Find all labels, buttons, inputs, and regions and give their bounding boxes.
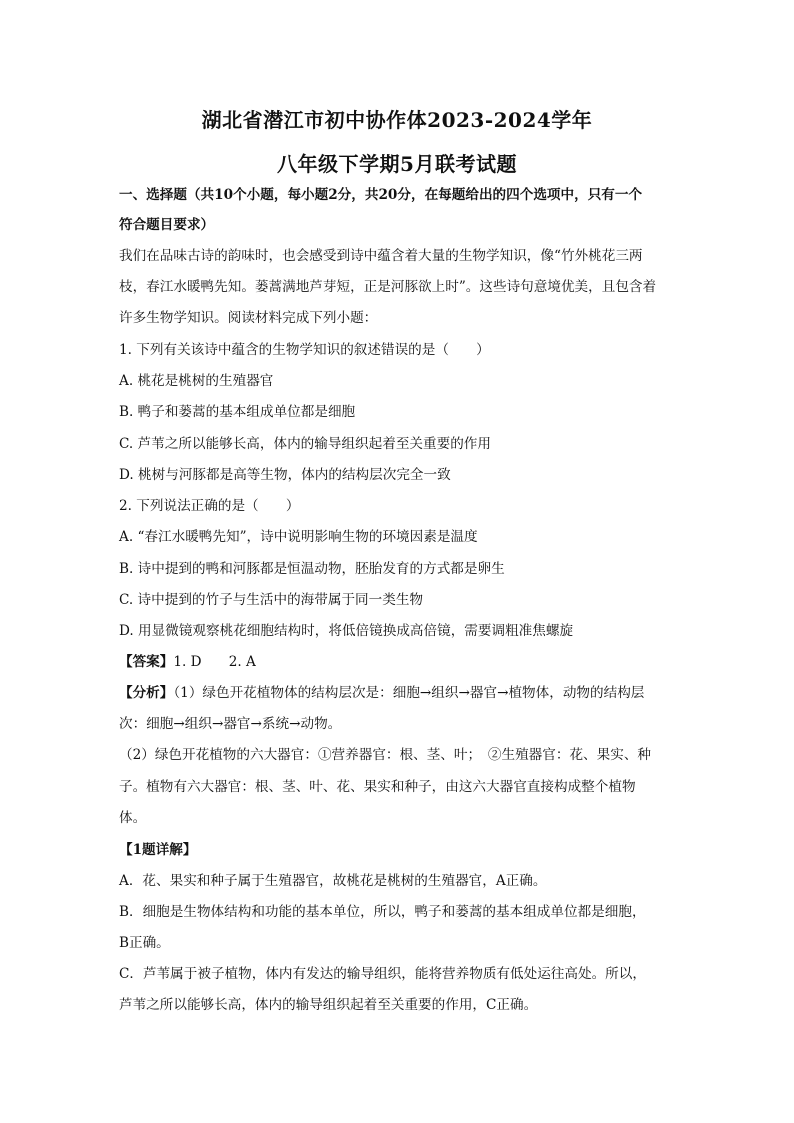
detail-a-line1: A．花、果实和种子属于生殖器官，故桃花是桃树的生殖器官，A正确。	[119, 873, 547, 889]
analysis-line3: （2）绿色开花植物的六大器官：①营养器官：根、茎、叶； ②生殖器官：花、果实、种	[119, 747, 652, 763]
passage-line3: 许多生物学知识。阅读材料完成下列小题：	[119, 310, 378, 326]
question-2-option-c: C. 诗中提到的竹子与生活中的海带属于同一类生物	[119, 592, 424, 608]
answer-text: 1. D 2. A	[173, 654, 256, 670]
detail-heading: 【1题详解】	[119, 842, 197, 858]
answer-line	[119, 652, 679, 672]
question-1-stem: 1. 下列有关该诗中蕴含的生物学知识的叙述错误的是（ ）	[119, 342, 490, 358]
analysis-line4: 子。植物有六大器官：根、茎、叶、花、果实和种子，由这六大器官直接构成整个植物	[119, 779, 636, 795]
analysis-line5: 体。	[119, 810, 147, 826]
detail-c-line2: 芦苇之所以能够长高，体内的输导组织起着至关重要的作用，C正确。	[119, 997, 538, 1013]
section-heading-line1: 一、选择题（共10个小题，每小题2分，共20分，在每题给出的四个选项中，只有一个	[119, 187, 643, 203]
detail-b-line1: B．细胞是生物体结构和功能的基本单位，所以，鸭子和蒌蒿的基本组成单位都是细胞，	[119, 904, 646, 920]
question-1-option-c: C. 芦苇之所以能够长高，体内的输导组织起着至关重要的作用	[119, 436, 491, 452]
analysis-line1	[119, 683, 679, 703]
passage-line2: 枝，春江水暖鸭先知。蒌蒿满地芦芽短，正是河豚欲上时”。这些诗句意境优美，且包含着	[119, 279, 657, 295]
answer-tag: 【答案】	[119, 654, 174, 670]
section-heading-line2: 符合题目要求）	[119, 217, 215, 233]
question-2-option-d: D. 用显微镜观察桃花细胞结构时，将低倍镜换成高倍镜，需要调粗准焦螺旋	[119, 623, 574, 639]
question-1-option-d: D. 桃树与河豚都是高等生物，体内的结构层次完全一致	[119, 467, 451, 483]
passage-line1: 我们在品味古诗的韵味时，也会感受到诗中蕴含着大量的生物学知识，像“竹外桃花三两	[119, 248, 643, 264]
page-title-line1: 湖北省潜江市初中协作体2023-2024学年	[201, 108, 593, 132]
analysis-text-line1: （1）绿色开花植物体的结构层次是：细胞→组织→器官→植物体，动物的结构层	[173, 685, 645, 701]
question-2-option-a: A. “春江水暖鸭先知”，诗中说明影响生物的环境因素是温度	[119, 529, 478, 545]
question-1-option-b: B. 鸭子和蒌蒿的基本组成单位都是细胞	[119, 404, 356, 420]
question-1-option-a: A. 桃花是桃树的生殖器官	[119, 373, 274, 389]
analysis-tag: 【分析】	[119, 685, 174, 701]
question-2-stem: 2. 下列说法正确的是（ ）	[119, 498, 300, 514]
detail-c-line1: C．芦苇属于被子植物，体内有发达的输导组织，能将营养物质有低处运往高处。所以，	[119, 966, 646, 982]
question-2-option-b: B. 诗中提到的鸭和河豚都是恒温动物，胚胎发育的方式都是卵生	[119, 561, 505, 577]
page-title-line2: 八年级下学期5月联考试题	[277, 152, 517, 176]
analysis-line2: 次：细胞→组织→器官→系统→动物。	[119, 716, 342, 732]
detail-b-line2: B正确。	[119, 935, 170, 951]
